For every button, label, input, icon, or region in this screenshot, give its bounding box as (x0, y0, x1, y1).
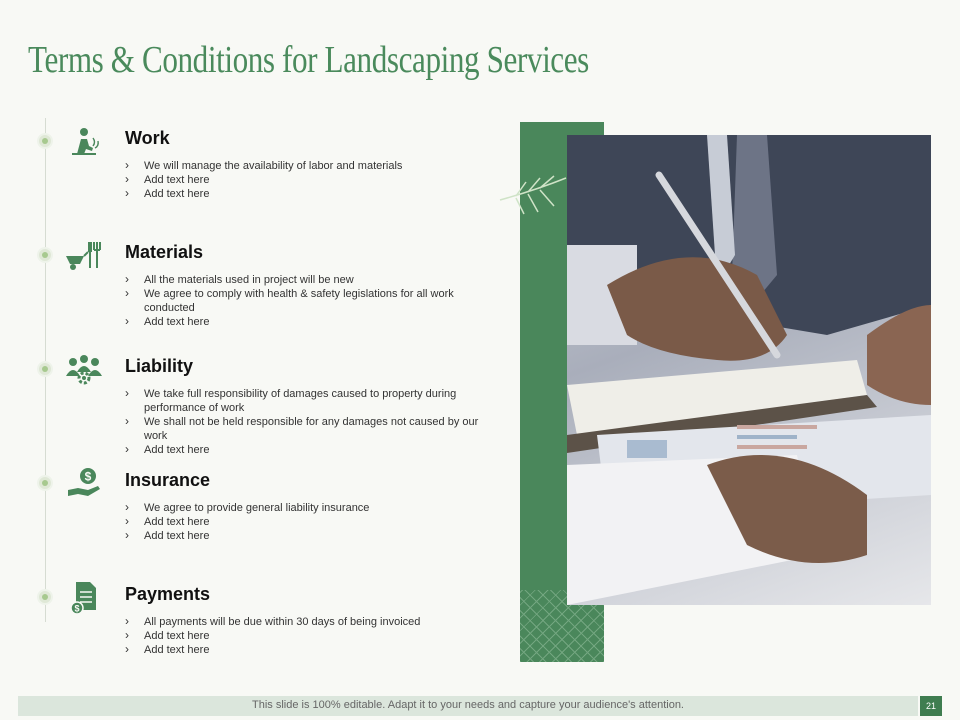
list-item: › We shall not be held responsible for any damages not caused by our work (125, 415, 495, 443)
section-title-liability: Liability (125, 356, 194, 376)
palm-leaf-icon (496, 170, 576, 240)
bullet-list-work (125, 159, 495, 201)
bullet-list-materials (125, 273, 495, 329)
list-item: › Add text here (125, 629, 495, 643)
list-item: › Add text here (125, 173, 495, 187)
list-item: › Add text here (125, 315, 495, 329)
section-title-insurance: Insurance (125, 470, 211, 490)
timeline-dot (39, 363, 51, 375)
bullet-list-liability (125, 387, 495, 457)
list-item: › We agree to provide general liability insurance (125, 501, 495, 515)
bullet-list-payments (125, 615, 495, 657)
list-item: › Add text here (125, 187, 495, 201)
gardener-icon (64, 124, 104, 160)
business-handshake-photo (567, 135, 931, 605)
list-item: › Add text here (125, 515, 495, 529)
timeline-dot (39, 477, 51, 489)
list-item: › Add text here (125, 529, 495, 543)
garden-tools-icon (64, 238, 104, 274)
invoice-icon (64, 580, 104, 616)
footer-text: This slide is 100% editable. Adapt it to your needs and capture your audience's attention. (252, 699, 684, 711)
svg-text:$: $ (74, 603, 80, 614)
team-gear-icon (64, 352, 104, 388)
timeline-dot (39, 591, 51, 603)
list-item: › Add text here (125, 443, 495, 457)
list-item: › All payments will be due within 30 days of being invoiced (125, 615, 495, 629)
list-item: › All the materials used in project will be new (125, 273, 495, 287)
section-title-work: Work (125, 128, 170, 148)
timeline-dot (39, 135, 51, 147)
list-item: › We will manage the availability of labor and materials (125, 159, 495, 173)
page-number: 21 (920, 696, 942, 716)
section-title-materials: Materials (125, 242, 204, 262)
section-title-payments: Payments (125, 584, 211, 604)
list-item: › Add text here (125, 643, 495, 657)
svg-text:$: $ (84, 469, 92, 484)
timeline-dot (39, 249, 51, 261)
slide-title: Terms & Conditions for Landscaping Services (28, 39, 589, 81)
dollar-hand-icon (64, 466, 104, 502)
bullet-list-insurance (125, 501, 495, 543)
list-item: › We agree to comply with health & safety legislations for all work conducted (125, 287, 495, 315)
list-item: › We take full responsibility of damages caused to property during performance of work (125, 387, 495, 415)
